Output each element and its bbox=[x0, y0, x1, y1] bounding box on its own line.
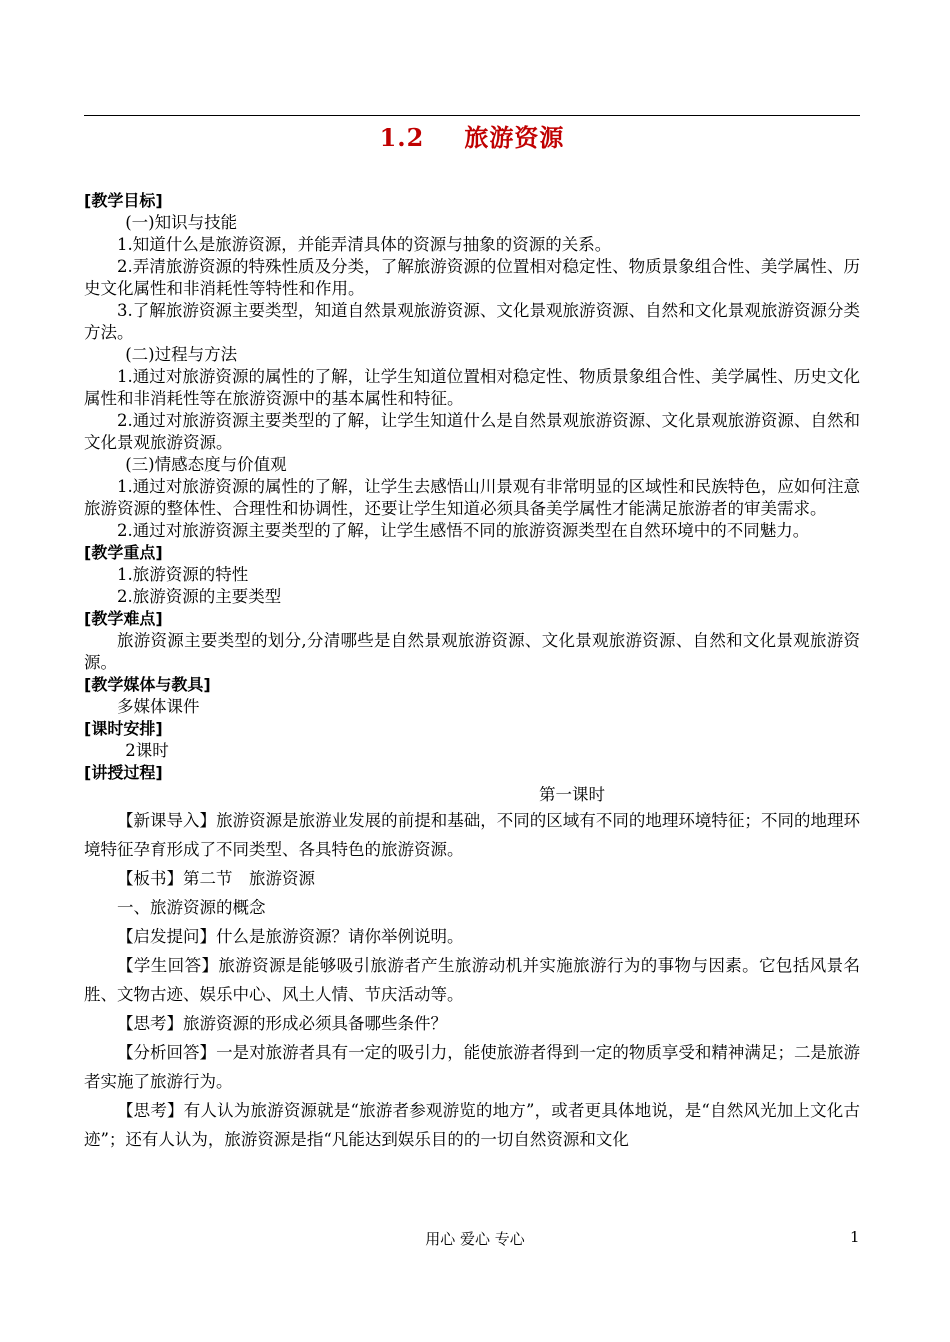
lesson-heading: 第一课时 bbox=[539, 785, 605, 804]
paragraph: 1.知道什么是旅游资源，并能弄清具体的资源与抽象的资源的关系。 bbox=[117, 235, 612, 254]
section-heading: [教学目标] bbox=[84, 191, 163, 210]
section-heading: [教学难点] bbox=[84, 609, 163, 628]
paragraph: 旅游资源主要类型的划分,分清哪些是自然景观旅游资源、文化景观旅游资源、自然和文化景观旅游资源。 bbox=[84, 631, 860, 672]
title-text: 旅游资源 bbox=[464, 123, 565, 152]
lesson-paragraph: 【思考】有人认为旅游资源就是“旅游者参观游览的地方”，或者更具体地说，是“自然风光加上文化古迹”；还有人认为，旅游资源是指“凡能达到娱乐目的的一切自然资源和文化 bbox=[84, 1101, 860, 1149]
section-heading: [课时安排] bbox=[84, 719, 163, 738]
paragraph: 2.旅游资源的主要类型 bbox=[117, 587, 282, 606]
lesson-paragraph: 【新课导入】旅游资源是旅游业发展的前提和基础，不同的区域有不同的地理环境特征；不同的地理环境特征孕育形成了不同类型、各具特色的旅游资源。 bbox=[84, 811, 860, 859]
subheading: 2课时 bbox=[125, 741, 169, 760]
section-heading: [教学重点] bbox=[84, 543, 163, 562]
subheading: (一)知识与技能 bbox=[125, 213, 238, 232]
section-heading: [讲授过程] bbox=[84, 763, 163, 782]
paragraph: 多媒体课件 bbox=[117, 697, 200, 716]
lesson-paragraph: 【启发提问】什么是旅游资源？请你举例说明。 bbox=[117, 927, 464, 946]
lesson-paragraph: 一、旅游资源的概念 bbox=[117, 898, 266, 917]
paragraph: 1.通过对旅游资源的属性的了解，让学生知道位置相对稳定性、物质景象组合性、美学属性、历史文化属性和非消耗性等在旅游资源中的基本属性和特征。 bbox=[84, 367, 860, 408]
page-title bbox=[84, 118, 860, 153]
lesson-paragraph: 【分析回答】一是对旅游者具有一定的吸引力，能使旅游者得到一定的物质享受和精神满足；二是旅游者实施了旅游行为。 bbox=[84, 1043, 860, 1091]
section-heading: [教学媒体与教具] bbox=[84, 675, 211, 694]
title-number: 1.2 bbox=[379, 123, 425, 152]
paragraph: 2.弄清旅游资源的特殊性质及分类，了解旅游资源的位置相对稳定性、物质景象组合性、美学属性、历史文化属性和非消耗性等特性和作用。 bbox=[84, 257, 860, 298]
page-number: 1 bbox=[850, 1228, 860, 1246]
lesson-paragraph: 【板书】第二节 旅游资源 bbox=[117, 869, 315, 888]
paragraph: 3.了解旅游资源主要类型，知道自然景观旅游资源、文化景观旅游资源、自然和文化景观旅游资源分类方法。 bbox=[84, 301, 860, 342]
header-rule bbox=[84, 115, 860, 116]
lesson-paragraph: 【学生回答】旅游资源是能够吸引旅游者产生旅游动机并实施旅游行为的事物与因素。它包括风景名胜、文物古迹、娱乐中心、风土人情、节庆活动等。 bbox=[84, 956, 860, 1004]
paragraph: 2.通过对旅游资源主要类型的了解，让学生知道什么是自然景观旅游资源、文化景观旅游资源、自然和文化景观旅游资源。 bbox=[84, 411, 860, 452]
document-body bbox=[84, 190, 860, 1154]
lesson-paragraph: 【思考】旅游资源的形成必须具备哪些条件？ bbox=[117, 1014, 447, 1033]
subheading: (二)过程与方法 bbox=[125, 345, 238, 364]
paragraph: 1.通过对旅游资源的属性的了解，让学生去感悟山川景观有非常明显的区域性和民族特色，应如何注意旅游资源的整体性、合理性和协调性，还要让学生知道必须具备美学属性才能满足旅游者的审美需求。 bbox=[84, 477, 860, 518]
subheading: (三)情感态度与价值观 bbox=[125, 455, 287, 474]
paragraph: 1.旅游资源的特性 bbox=[117, 565, 249, 584]
footer-text: 用心 爱心 专心 bbox=[425, 1230, 525, 1248]
paragraph: 2.通过对旅游资源主要类型的了解，让学生感悟不同的旅游资源类型在自然环境中的不同魅力。 bbox=[117, 521, 810, 540]
